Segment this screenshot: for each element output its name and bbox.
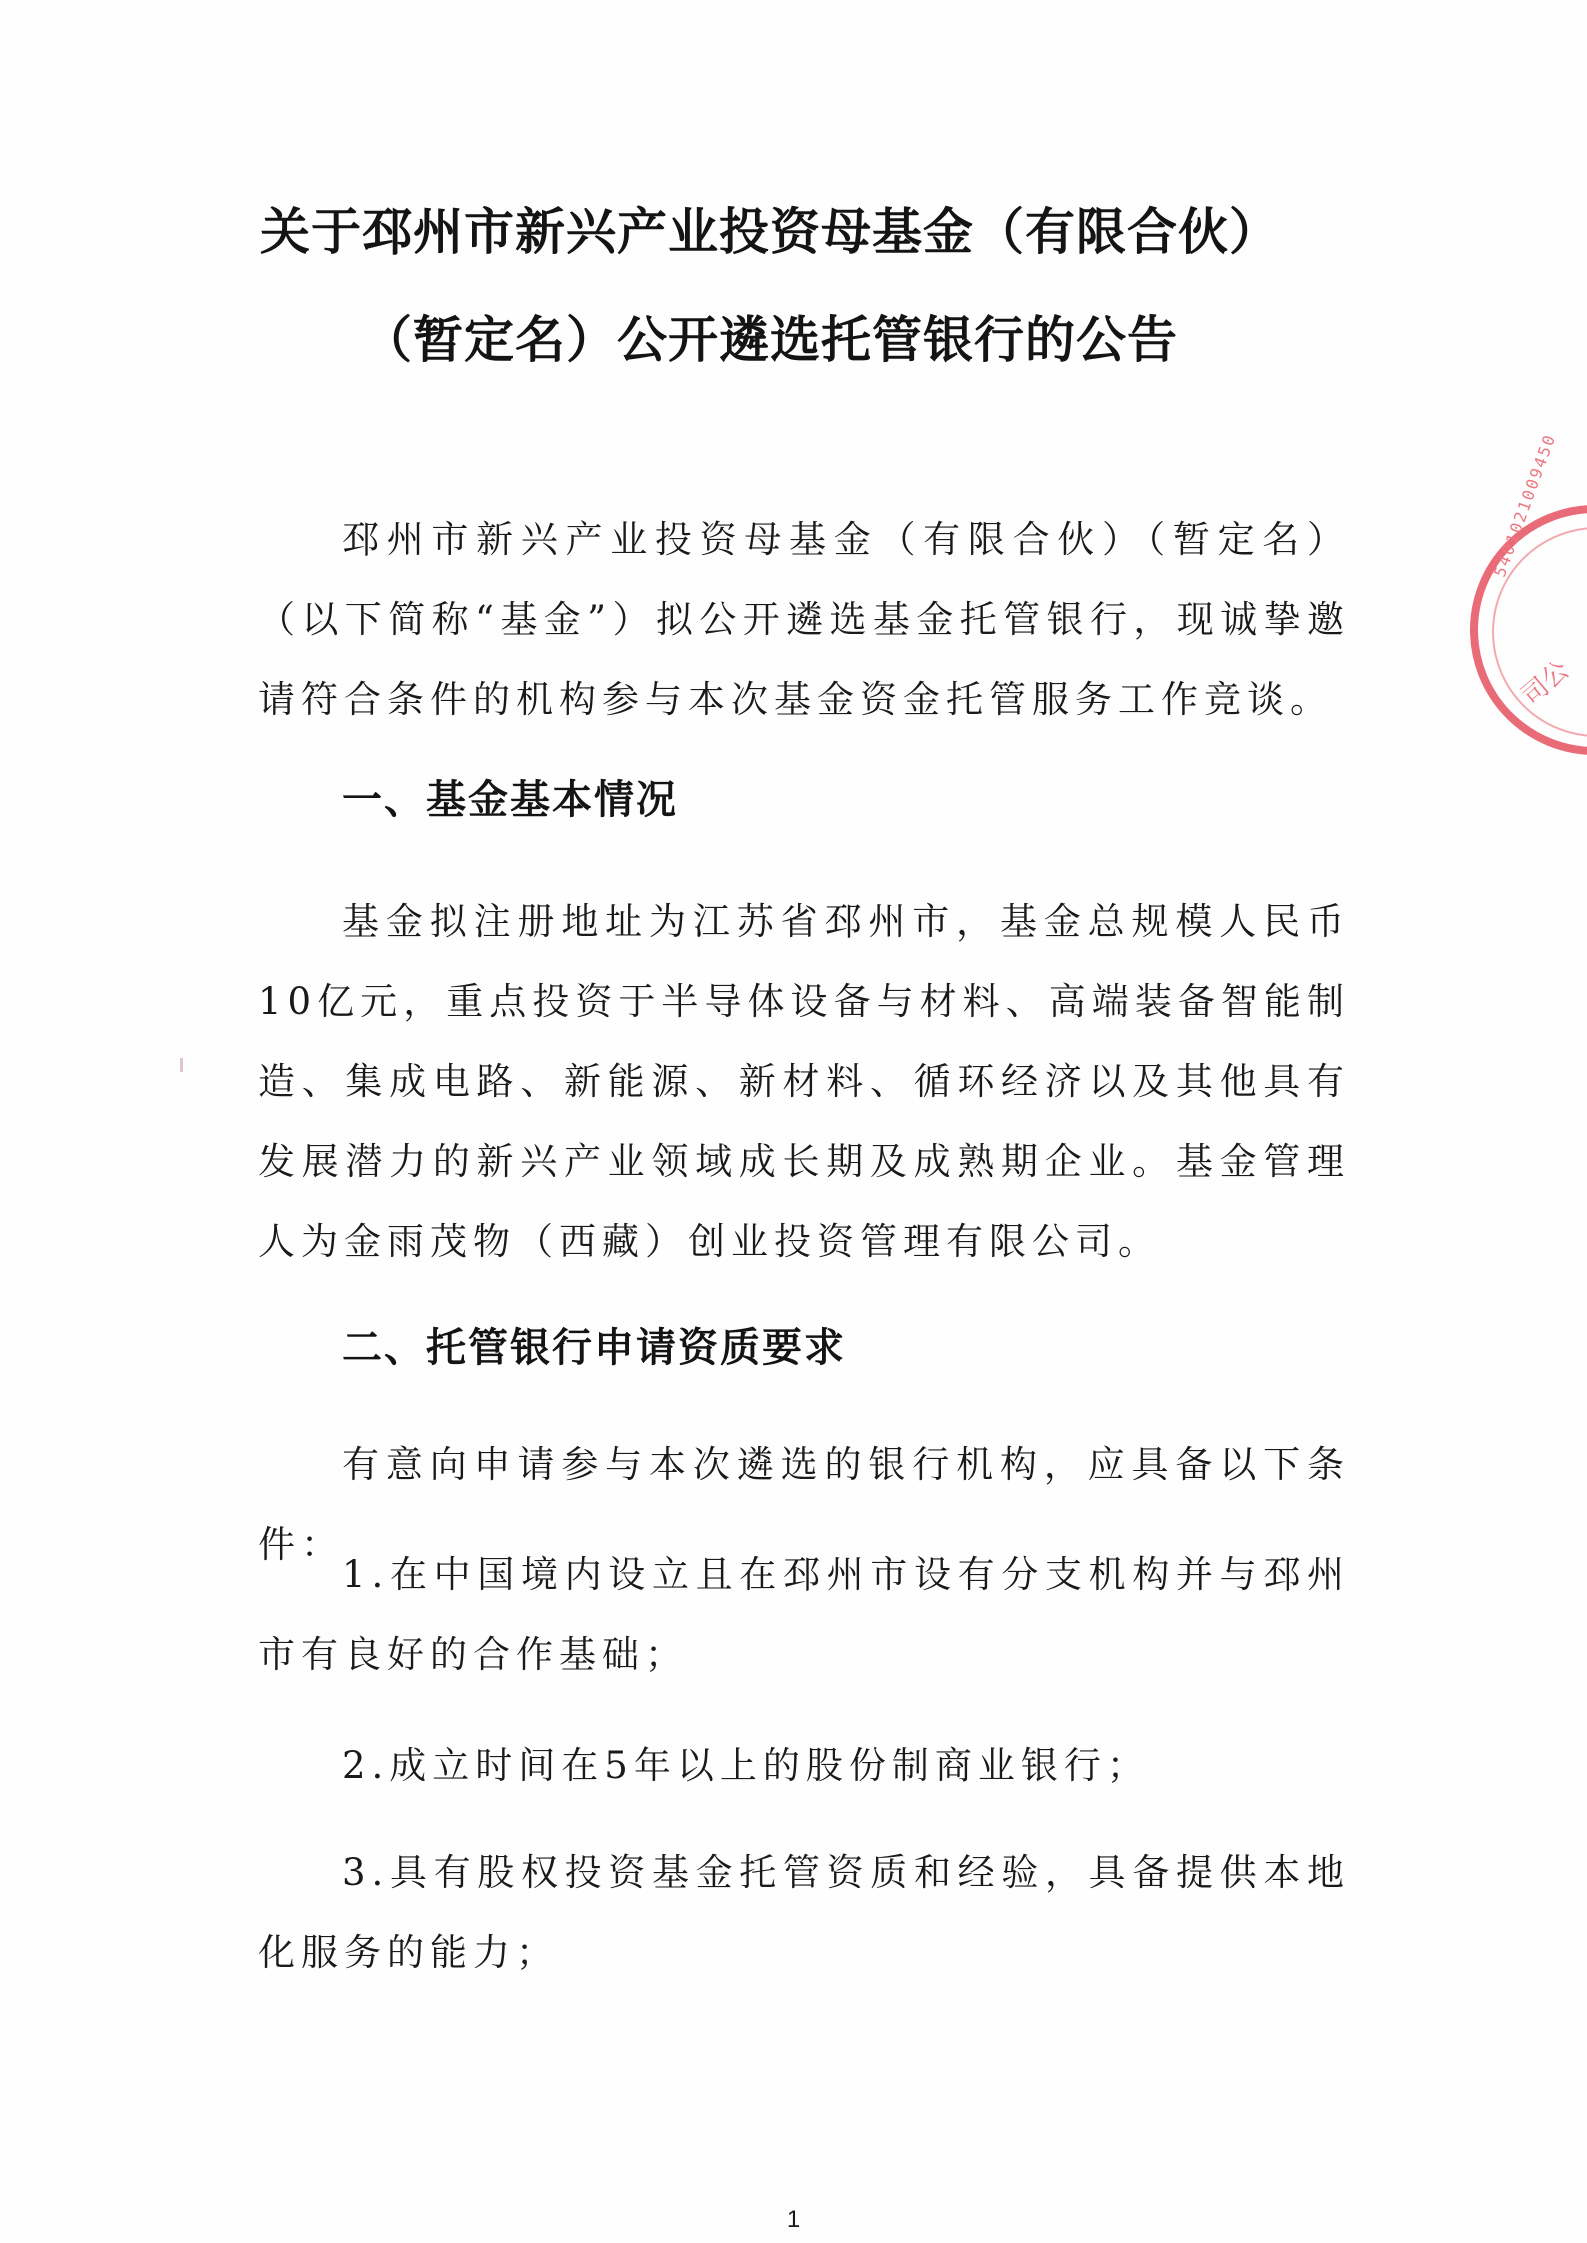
official-seal-stamp <box>1470 430 1587 755</box>
section-1-heading: 一、基金基本情况 <box>342 777 678 823</box>
page-number: 1 <box>786 2206 801 2233</box>
section-2-heading: 二、托管银行申请资质要求 <box>342 1325 846 1371</box>
requirement-item-1: 1.在中国境内设立且在邳州市设有分支机构并与邳州市有良好的合作基础； <box>258 1553 1350 1676</box>
section-1-body: 基金拟注册地址为江苏省邳州市，基金总规模人民币10亿元，重点投资于半导体设备与材料、高端装备智能制造、集成电路、新能源、新材料、循环经济以及其他具有发展潜力的新兴产业领域成长期及成熟期企业。基金管理人为金雨茂物（西藏）创业投资管理有限公司。 <box>258 900 1350 1263</box>
requirement-item-2: 2.成立时间在5年以上的股份制商业银行； <box>342 1744 1150 1787</box>
scan-speck <box>180 1058 183 1072</box>
intro-paragraph: 邳州市新兴产业投资母基金（有限合伙）（暂定名）（以下简称“基金”）拟公开遴选基金托管银行，现诚挚邀请符合条件的机构参与本次基金资金托管服务工作竞谈。 <box>258 518 1350 721</box>
seal-glyph: 司公 <box>1516 655 1576 712</box>
section-2-intro: 有意向申请参与本次遴选的银行机构，应具备以下条件： <box>258 1443 1350 1566</box>
title-line-2: （暂定名）公开遴选托管银行的公告 <box>362 311 1178 369</box>
requirement-item-3: 3.具有股权投资基金托管资质和经验，具备提供本地化服务的能力； <box>258 1851 1350 1974</box>
title-line-1: 关于邳州市新兴产业投资母基金（有限合伙） <box>260 203 1280 261</box>
seal-number-text: 5401021009450 <box>1490 430 1560 580</box>
